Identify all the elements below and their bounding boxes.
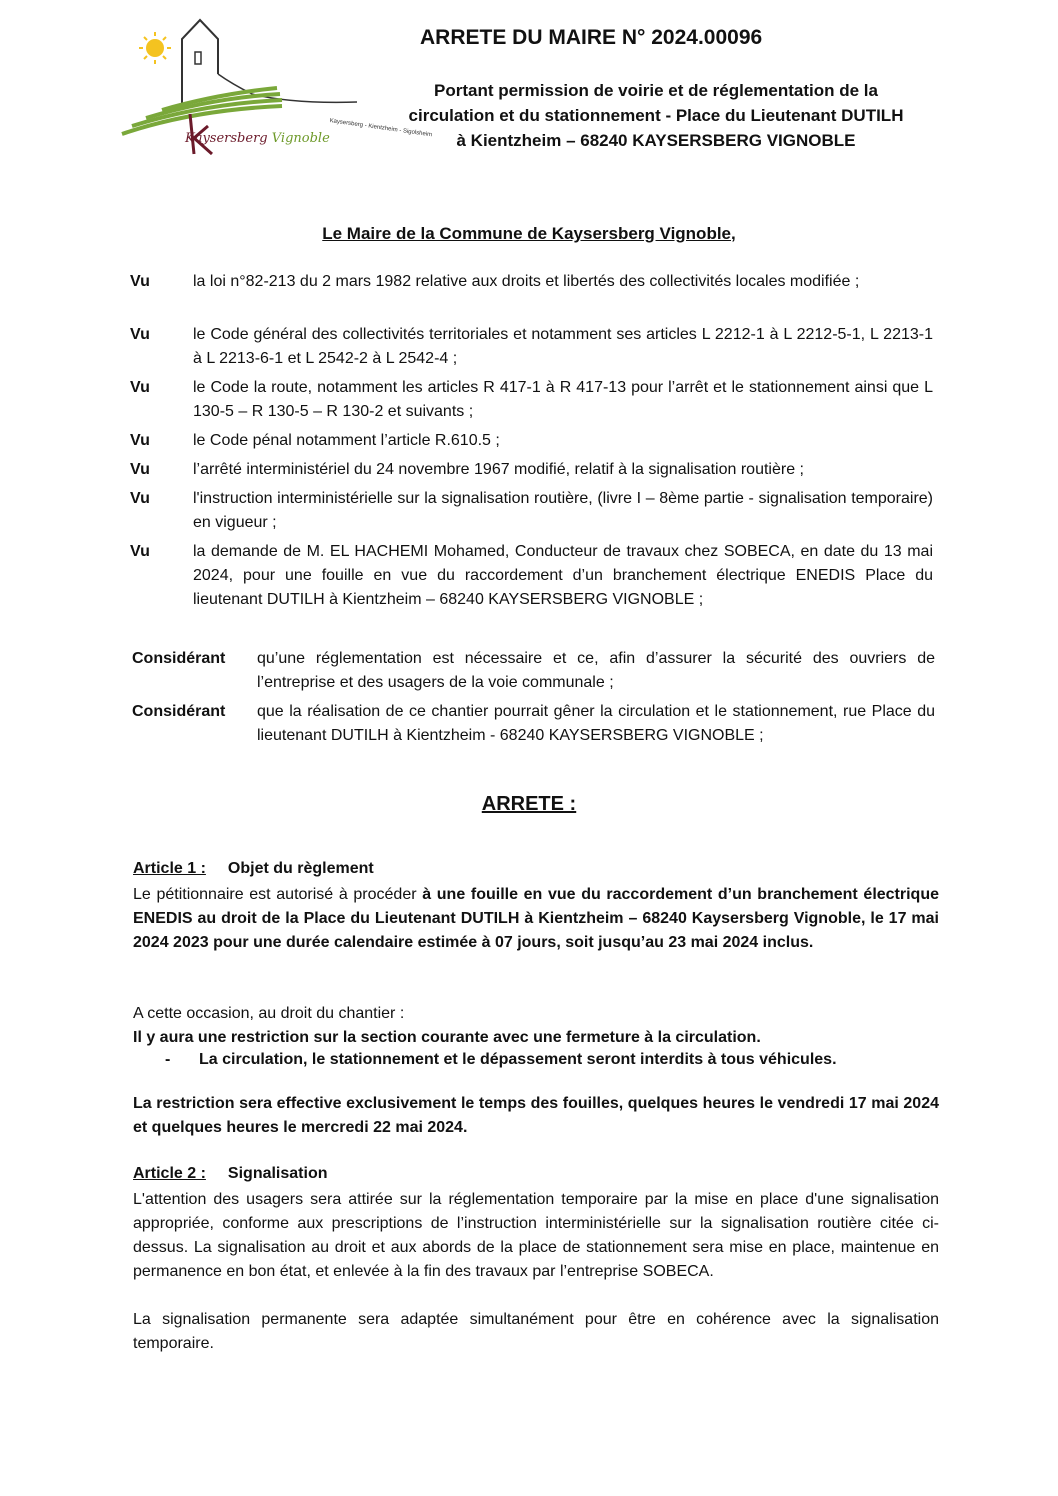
decree-subtitle — [376, 78, 936, 153]
vu-label: Vu — [130, 326, 150, 343]
article-1-heading — [133, 860, 374, 878]
subtitle-line: à Kientzheim – 68240 KAYSERSBERG VIGNOBLE — [456, 131, 856, 150]
vu-label: Vu — [130, 432, 150, 449]
considerant-text: que la réalisation de ce chantier pourrait gêner la circulation et le stationnement, rue Place du lieutenant DUTILH à Kientzheim - 68240 KAYSERSBERG VIGNOBLE ; — [257, 703, 935, 744]
vu-label: Vu — [130, 379, 150, 396]
vu-text: l’arrêté interministériel du 24 novembre 1967 modifié, relatif à la signalisation routière ; — [193, 461, 804, 478]
mayor-heading: Le Maire de la Commune de Kaysersberg Vignoble, — [322, 224, 736, 243]
considerant-text: qu’une réglementation est nécessaire et ce, afin d’assurer la sécurité des ouvriers de l’entreprise et des usagers de la voie communale ; — [257, 650, 935, 691]
paragraph-text: Le pétitionnaire est autorisé à procéder — [133, 886, 423, 903]
considerant-label: Considérant — [132, 703, 226, 720]
subtitle-line: circulation et du stationnement - Place du Lieutenant DUTILH — [408, 106, 904, 125]
logo-brand-name: Kaysersberg — [185, 131, 268, 146]
logo-wordmark — [185, 131, 330, 146]
vu-text: le Code pénal notamment l’article R.610.5 ; — [193, 432, 500, 449]
vu-text: le Code général des collectivités territoriales et notamment ses articles L 2212-1 à L 2212-5-1, L 2213-1 à L 2213-6-1 et L 2542-2 à L 2542-4 ; — [193, 326, 933, 367]
article-1-paragraph — [133, 883, 939, 955]
logo-brand-name-vignoble: Vignoble — [271, 131, 330, 146]
logo-subline: Kaysersberg - Kientzheim - Sigolsheim — [329, 118, 433, 139]
vu-label: Vu — [130, 461, 150, 478]
article-2-heading — [133, 1165, 328, 1183]
vu-text: la demande de M. EL HACHEMI Mohamed, Conducteur de travaux chez SOBECA, en date du 13 mai 2024, pour une fouille en vue du raccordement d’un branchement électrique ENEDIS Place du lieutenant DUTILH à Kientzheim – 68240 KAYSERSBERG VIGNOBLE ; — [193, 543, 933, 608]
vu-label: Vu — [130, 273, 150, 290]
vu-text: le Code la route, notamment les articles R 417-1 à R 417-13 pour l’arrêt et le stationnement ainsi que L 130-5 – R 130-5 – R 130-2 et suivants ; — [193, 379, 933, 420]
paragraph-bold-text: à une fouille en vue du raccordement d’un branchement électrique ENEDIS au droit de la Place du Lieutenant DUTILH à Kientzheim – 68240 Kaysersberg Vignoble, le 17 mai 2024 2023 pour une durée calendaire estimée à 07 jours, soit jusqu’au 23 mai 2024 inclus. — [133, 886, 940, 951]
vu-label: Vu — [130, 543, 150, 560]
article-number: Article 1 : — [133, 860, 206, 877]
considerant-label: Considérant — [132, 650, 226, 667]
vu-text: l'instruction interministérielle sur la signalisation routière, (livre I – 8ème partie - signalisation temporaire) en vigueur ; — [193, 490, 933, 531]
article-title: Objet du règlement — [227, 860, 374, 877]
article-2-paragraph: La signalisation permanente sera adaptée simultanément pour être en cohérence avec la signalisation temporaire. — [133, 1311, 939, 1352]
article-2-paragraph: L'attention des usagers sera attirée sur la réglementation temporaire par la mise en place d'une signalisation appropriée, conforme aux prescriptions de l’instruction interministérielle sur la signalisation routière citée ci-dessus. La signalisation au droit et aux abords de la place de stationnement sera mise en place, maintenue en permanence en bon état, et enlevée à la fin des travaux par l’entreprise SOBECA. — [133, 1191, 939, 1280]
article-1-restriction: Il y aura une restriction sur la section courante avec une fermeture à la circulation. — [133, 1029, 761, 1046]
article-title: Signalisation — [227, 1165, 328, 1182]
vu-label: Vu — [130, 490, 150, 507]
article-1-bullet — [165, 1051, 837, 1069]
bullet-text: La circulation, le stationnement et le dépassement seront interdits à tous véhicules. — [199, 1051, 837, 1068]
article-number: Article 2 : — [133, 1165, 206, 1182]
subtitle-line: Portant permission de voirie et de réglementation de la — [433, 81, 878, 100]
bullet-dash: - — [165, 1051, 171, 1068]
article-1-effective: La restriction sera effective exclusivement le temps des fouilles, quelques heures le vendredi 17 mai 2024 et quelques heures le mercredi 22 mai 2024. — [133, 1095, 939, 1136]
vu-text: la loi n°82-213 du 2 mars 1982 relative aux droits et libertés des collectivités locales modifiée ; — [193, 273, 860, 290]
arrete-heading: ARRETE : — [481, 793, 577, 815]
decree-title: ARRETE DU MAIRE N° 2024.00096 — [420, 26, 763, 49]
article-1-occasion: A cette occasion, au droit du chantier : — [133, 1005, 405, 1022]
